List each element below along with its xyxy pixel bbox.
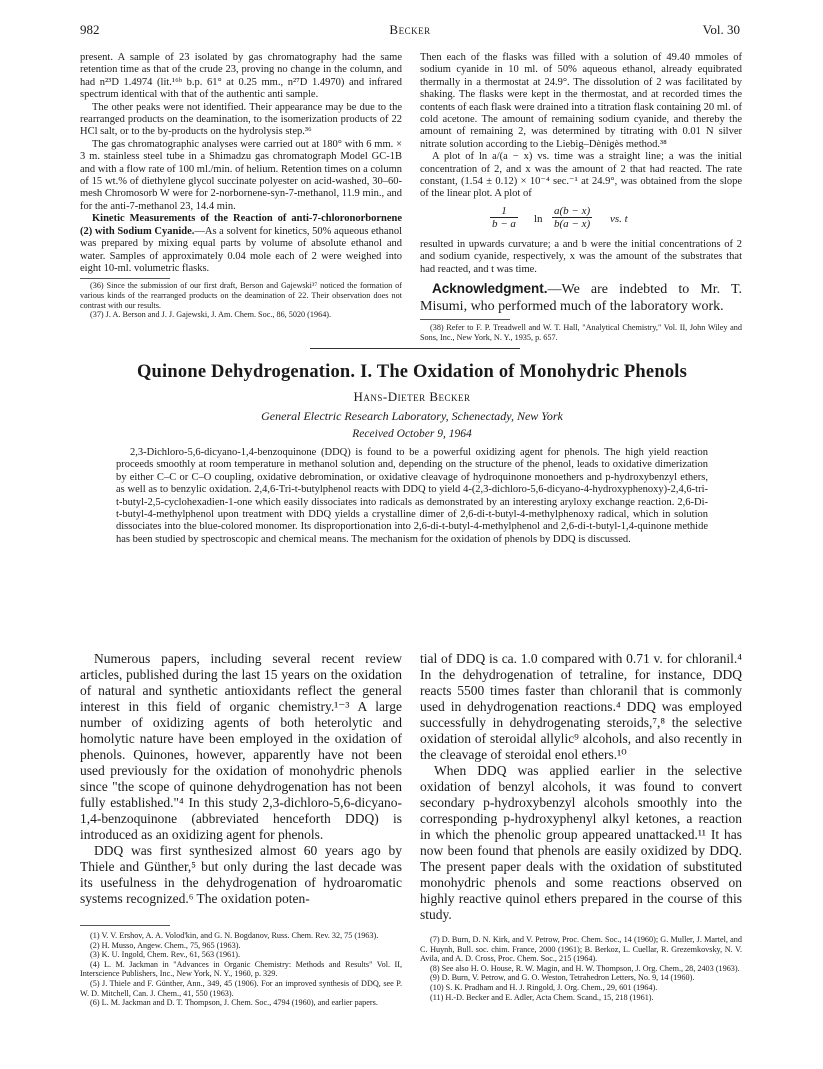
paragraph: present. A sample of 23 isolated by gas chromatography had the same retention time as that of the crude 23, proving no change in the column, and had n²³D 1.4974 (lit.¹⁶ᵇ b.p. 61° at 0.25 mm., n²⁷D 1.4970) and infrared spectrum identical with that of the authentic anti sample.: [80, 52, 402, 101]
top-right-column: [420, 52, 742, 342]
kinetic-paragraph: [80, 213, 402, 275]
footnote: (10) S. K. Pradham and H. J. Ringold, J. Org. Chem., 29, 601 (1964).: [430, 982, 658, 992]
body-left-footnotes: [80, 925, 402, 1008]
footnote: (1) V. V. Ershov, A. A. Volod'kin, and G. N. Bogdanov, Russ. Chem. Rev. 32, 75 (1963).: [90, 931, 379, 940]
paragraph: When DDQ was applied earlier in the selective oxidation of benzyl alcohols, it was found to convert secondary p-hydroxybenzyl alcohols smoothly into the corresponding p-hydroxyphenyl alkyl ketones, a reaction in which the phenolic group appeared unattacked.¹¹ It has now been found that phenols are easily oxidized by DDQ. The present paper deals with the oxidation of substituted monohydric phenols and some reactions observed on highly reactive quinol ethers prepared in the course of this study.: [420, 763, 742, 922]
body-right-footnotes: [420, 935, 742, 1002]
equation-argument: $\frac{a(b - x)}{b(a - x)}$: [554, 204, 591, 231]
kinetic-text: —As a solvent for kinetics, 50% aqueous ethanol was prepared by mixing equal parts by volume of absolute ethanol and water. Samples of approximately 0.04 mole each of 2 were weighed into eight 10-ml. volumetric flasks.: [80, 225, 402, 274]
paragraph: resulted in upwards curvature; a and b were the initial concentrations of 2 and sodium cyanide, respectively, x was the amount of the substrates that had reacted, and t was time.: [420, 238, 742, 275]
paragraph: tial of DDQ is ca. 1.0 compared with 0.71 v. for chloranil.⁴ In the dehydrogenation of tetraline, for instance, DDQ reacts 5500 times faster than chloranil that is commonly used in dehydrogenation reactions.⁴ DDQ was employed successfully in dehydrogenating steroids,⁷,⁸ the selective oxidation of steroidal allylic⁹ alcohols, and also recently in the cleavage of steroidal enol ethers.¹⁰: [420, 651, 742, 762]
acknowledgment: [420, 280, 742, 315]
paragraph: A plot of ln a/(a − x) vs. time was a straight line; a was the initial concentration of 2, and x was the amount of 2 that had reacted. The rate constant, (1.54 ± 0.12) × 10⁻⁴ sec.⁻¹ at 24.9°, was obtained from the slope of the linear plot. A plot of: [420, 151, 742, 200]
footnote: (4) L. M. Jackman in "Advances in Organic Chemistry: Methods and Results" Vol. II, Interscience Publishers, Inc., New York, N. Y., 1960, p. 329.: [80, 959, 402, 979]
paragraph: Then each of the flasks was filled with a solution of 49.40 mmoles of sodium cyanide in 10 ml. of 50% aqueous ethanol, already equibrated thermally in a thermostat at 24.9°. The dissolution of 2 was facilitated by shaking. The flasks were kept in the thermostat, and at recorded times the contents of each flask were drained into a titration flask containing 20 ml. of cold acetone. The amount of remaining sodium cyanide, and thereby the amount of remaining 2, was determined by titrating with 0.01 N silver nitrate solution according to the Liebig–Dènigès method.³⁸: [420, 52, 742, 150]
equation-tail: vs. t: [610, 212, 628, 225]
top-left-footnotes: [80, 281, 402, 319]
paragraph: Numerous papers, including several recent review articles, published during the last 15 years on the oxidation of natural and synthetic antioxidants reflect the general interest in this field of organic chemistry.¹⁻³ A large number of oxidizing agents of both heterolytic and homolytic nature have been employed in the oxidation of phenols. Quinones, however, apparently have not been used previously for the oxidation of monohydric phenols since "the scope of quinone dehydrogenation has not been fully established."⁴ In this study 2,3-dichloro-5,6-dicyano-1,4-benzoquinone (abbreviated henceforth DDQ) is introduced as an oxidizing agent for phenols.: [80, 651, 402, 842]
equation-coefficient: $\frac{1}{b - a}$: [492, 204, 516, 231]
footnote: (7) D. Burn, D. N. Kirk, and V. Petrow, Proc. Chem. Soc., 14 (1960); G. Muller, J. Martel, and C. Huynh, Bull. soc. chim. France, 2000 (1961); B. Berkoz, L. Cuellar, R. Grezemkovsky, N. V. Avila, and A. D. Cross, Proc. Chem. Soc., 215 (1964).: [420, 935, 742, 964]
footnote: (36) Since the submission of our first draft, Berson and Gajewski³⁷ noticed the formation of various kinds of the rearranged products on the deamination of 22. Their observation does not contrast with our results.: [80, 281, 402, 310]
footnote: (6) L. M. Jackman and D. T. Thompson, J. Chem. Soc., 4794 (1960), and earlier papers.: [90, 998, 378, 1008]
footnote: (37) J. A. Berson and J. J. Gajewski, J. Am. Chem. Soc., 86, 5020 (1964).: [90, 310, 332, 320]
rate-equation: [470, 205, 742, 235]
footnote: (3) K. U. Ingold, Chem. Rev., 61, 563 (1961).: [90, 950, 241, 960]
footnote: (8) See also H. O. House, R. W. Magin, and H. W. Thompson, J. Org. Chem., 28, 2403 (1963).: [430, 963, 740, 973]
body-right-column: [420, 651, 742, 923]
footnote: (11) H.-D. Becker and E. Adler, Acta Chem. Scand., 15, 218 (1961).: [430, 992, 654, 1002]
running-title: Becker: [389, 22, 431, 37]
equation-ln: ln: [534, 212, 543, 225]
article-author: Hans-Dieter Becker: [353, 389, 471, 404]
paragraph: The gas chromatographic analyses were carried out at 180° with 6 mm. × 3 m. stainless steel tube in a Shimadzu gas chromatograph Model GC-1B and with a flow rate of 100 ml./min. of helium. Retention times on a column of 15 wt.% of diethylene glycol succinate polyester on acid-washed, 30–60-mesh Chromosorb W were for 2-norbornene-syn-7-methanol, 11.9 min., and for the anti-7-methanol 23, 14.4 min.: [80, 138, 402, 212]
volume-label: Vol. 30: [702, 22, 740, 37]
article-title: Quinone Dehydrogenation. I. The Oxidation of Monohydric Phenols: [136, 362, 688, 382]
article-divider: [310, 348, 520, 349]
received-date: Received October 9, 1964: [352, 428, 472, 440]
top-right-footnotes: [420, 323, 742, 342]
abstract-text: 2,3-Dichloro-5,6-dicyano-1,4-benzoquinone (DDQ) is found to be a powerful oxidizing agent for phenols. The high yield reaction proceeds smoothly at room temperature in methanol solution and, depending on the structure of the phenol, leads to oxidative dimerization by either C–C or C–O coupling, oxidative debromination, or oxidative cleavage of hydroquinone monoethers and p-hydroxybenzyl ethers, as well as to benzylic oxidation. 2,4,6-Tri-t-butylphenol reacts with DDQ to yield 4-(2,3-dichloro-5,6-dicyano-4-hydroxyphenoxy)-2,4,6-tri-t-butyl-2,5-cyclohexadien-1-one which easily dissociates into radicals as demonstrated by an interesting aryloxy exchange reaction. 2,6-Di-t-butyl-4-methylphenol upon treatment with DDQ yields a crystalline dimer of 2,6-di-t-butyl-4-methylphenoxy radical, which in solution dissociates into the blue-colored monomer. Its disproportionation into 2,6-di-t-butyl-4-methylphenol and 2,6-di-t-butyl-1,4-quinone methide has been studied by spectroscopic and chemical means. The mechanism for the oxidation of phenols by DDQ is discussed.: [116, 447, 708, 545]
paragraph: The other peaks were not identified. Their appearance may be due to the rearranged products on the deamination, to the isomerization products of 22 HCl salt, or to the by-products on the hydrolysis step.³⁶: [80, 101, 402, 138]
paragraph: DDQ was first synthesized almost 60 years ago by Thiele and Günther,⁵ but only during the last decade was its usefulness in the dehydrogenation of hydroaromatic systems recognized.⁶ The oxidation poten-: [80, 843, 402, 906]
top-left-column: [80, 52, 402, 320]
article-affiliation: General Electric Research Laboratory, Schenectady, New York: [261, 409, 563, 423]
footnote: (5) J. Thiele and F. Günther, Ann., 349, 45 (1906). For an improved synthesis of DDQ, see P. W. D. Mitchell, Can. J. Chem., 41, 550 (1963).: [80, 978, 402, 998]
body-left-column: [80, 651, 402, 907]
ack-text: —We are indebted to Mr. T. Misumi, who performed much of the laboratory work.: [420, 282, 742, 315]
footnote: (9) D. Burn, V. Petrow, and G. O. Weston, Tetrahedron Letters, No. 9, 14 (1960).: [430, 973, 695, 983]
ack-label: Acknowledgment.: [432, 281, 548, 297]
footnote: (2) H. Musso, Angew. Chem., 75, 965 (1963).: [90, 940, 241, 950]
running-head: [80, 22, 740, 40]
footnote: (38) Refer to F. P. Treadwell and W. T. Hall, "Analytical Chemistry," Vol. II, John Wiley and Sons, Inc., New York, N. Y., 1935, p. 657.: [420, 323, 742, 342]
kinetic-heading: Kinetic Measurements of the Reaction of anti-7-chloronorbornene (2) with Sodium Cyanide.: [80, 213, 402, 237]
page-number: 982: [80, 22, 100, 37]
abstract: [116, 447, 708, 546]
